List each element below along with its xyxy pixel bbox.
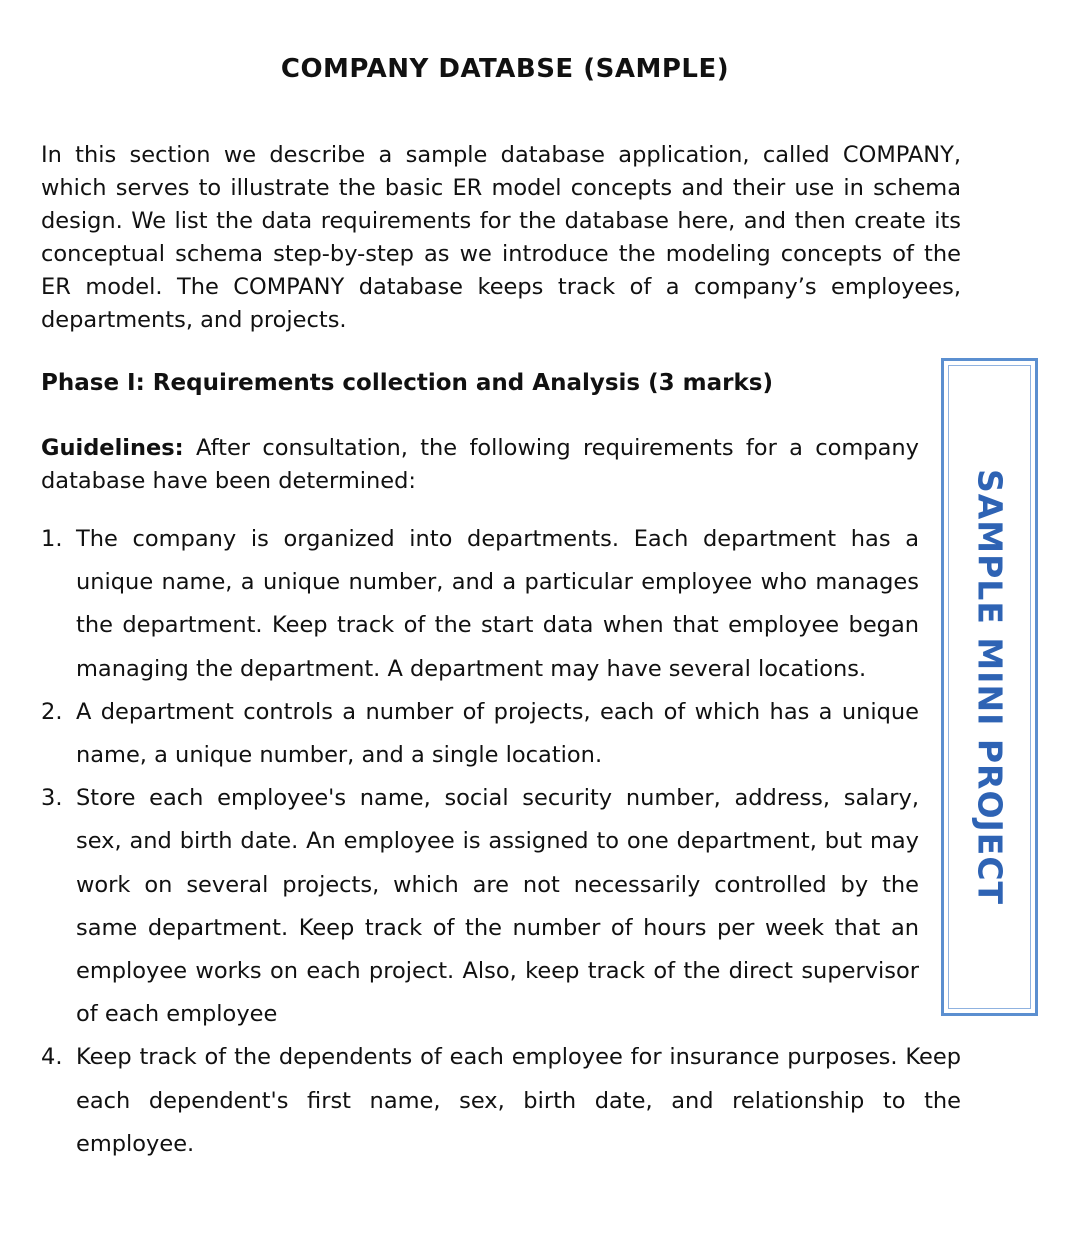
list-item-text: Store each employee's name, social security number, address, salary, sex, and birth date. An employee is assigned to one department, but may work on several projects, which are not necessarily controlled by the same department. Keep track of the number of hours per week that an employee works on each project. Also, keep track of the direct supervisor of each employee [76,785,919,1028]
list-item [41,1036,961,1166]
guidelines-label: Guidelines: [41,435,184,461]
side-banner-text: SAMPLE MINI PROJECT [970,468,1009,906]
list-item-number: 4. [41,1044,63,1071]
guidelines-paragraph [41,432,919,498]
list-item [41,691,919,777]
list-item-number: 1. [41,526,63,552]
list-item [41,777,919,1036]
list-item-text: The company is organized into departments. Each department has a unique name, a unique number, and a particular employee who manages the department. Keep track of the start data when that employee began managing the department. A department may have several locations. [76,526,919,682]
intro-paragraph: In this section we describe a sample database application, called COMPANY, which serves to illustrate the basic ER model concepts and their use in schema design. We list the data requirements for the database here, and then create its conceptual schema step-by-step as we introduce the modeling concepts of the ER model. The COMPANY database keeps track of a company’s employees, departments, and projects. [41,142,961,333]
list-item-number: 2. [41,698,63,725]
phase-heading: Phase I: Requirements collection and Analysis (3 marks) [41,370,773,396]
list-item [41,518,919,691]
guidelines-text: After consultation, the following requirements for a company database have been determined: [41,435,919,494]
list-item-text: A department controls a number of projects, each of which has a unique name, a unique number, and a single location. [76,698,919,769]
list-item-number: 3. [41,785,63,812]
requirements-list [41,518,961,1166]
list-item-text: Keep track of the dependents of each employee for insurance purposes. Keep each dependent's first name, sex, birth date, and relationship to the employee. [76,1044,961,1157]
side-banner [941,358,1038,1016]
document-title: COMPANY DATABSE (SAMPLE) [280,54,730,84]
